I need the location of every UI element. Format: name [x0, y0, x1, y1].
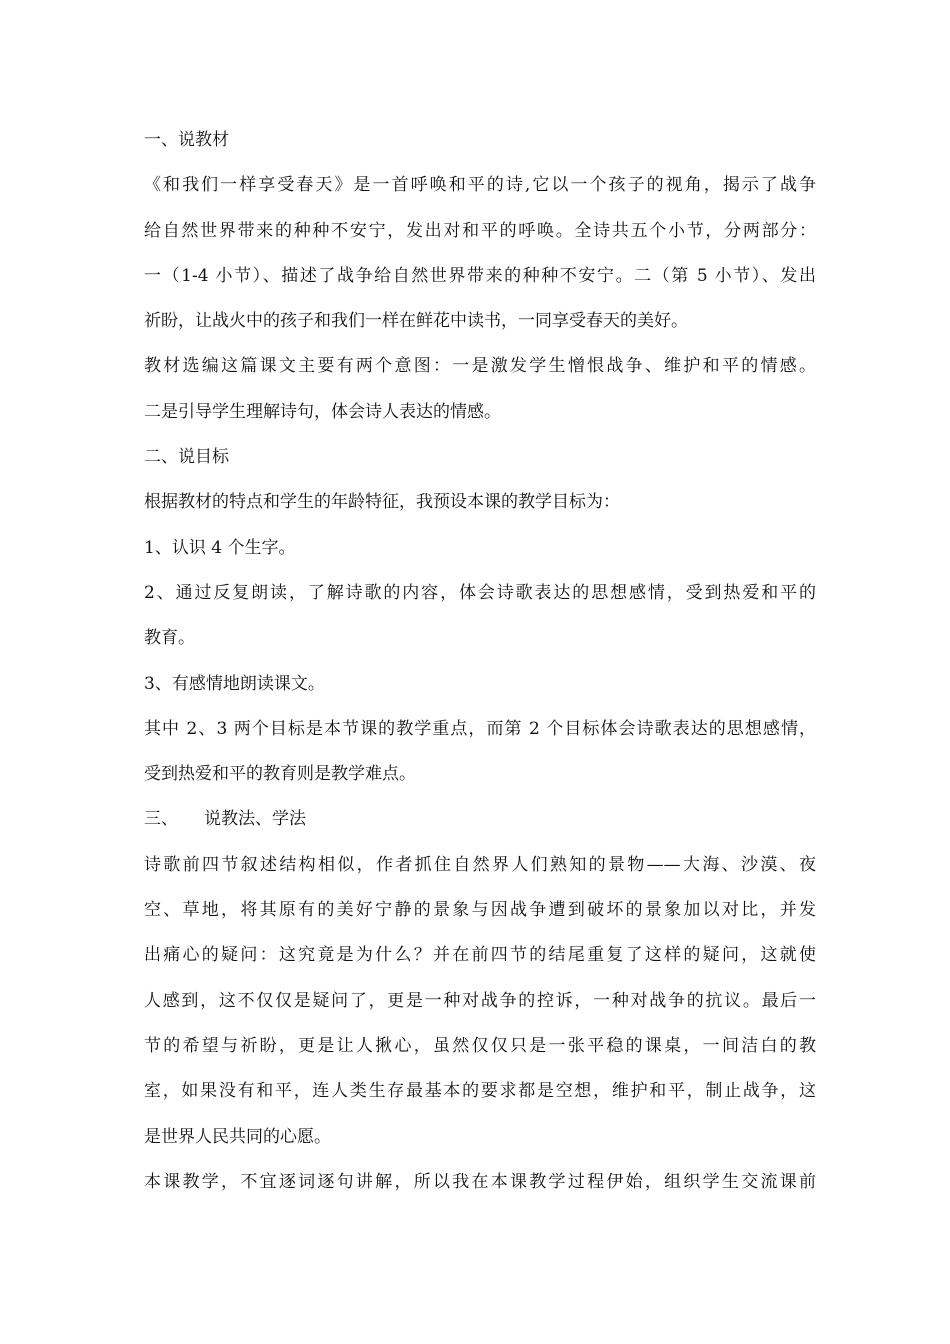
paragraph-line: 《和我们一样享受春天》是一首呼唤和平的诗,它以一个孩子的视角，揭示了战争	[144, 175, 816, 196]
paragraph-line: 空、草地，将其原有的美好宁静的景象与因战争遭到破坏的景象加以对比，并发	[144, 900, 816, 921]
paragraph-line: 出痛心的疑问：这究竟是为什么？并在前四节的结尾重复了这样的疑问，这就使	[144, 945, 816, 966]
paragraph-line: 二是引导学生理解诗句，体会诗人表达的情感。	[144, 401, 501, 422]
goal-item: 3、有感情地朗读课文。	[144, 673, 325, 694]
paragraph-line: 一（1-4 小节）、描述了战争给自然世界带来的种种不安宁。二（第 5 小节）、发出	[144, 265, 816, 286]
paragraph-line: 室，如果没有和平，连人类生存最基本的要求都是空想，维护和平，制止战争，这	[144, 1081, 816, 1102]
goal-item: 1、认识 4 个生字。	[144, 537, 296, 558]
paragraph-line: 人感到，这不仅仅是疑问了，更是一种对战争的控诉，一种对战争的抗议。最后一	[144, 990, 816, 1011]
section-heading-methods	[144, 797, 816, 842]
paragraph-line: 其中 2、3 两个目标是本节课的教学重点，而第 2 个目标体会诗歌表达的思想感情，	[144, 718, 816, 739]
paragraph-line: 本课教学，不宜逐词逐句讲解，所以我在本课教学过程伊始，组织学生交流课前	[144, 1171, 816, 1192]
section-heading-teaching-material: 一、说教材	[144, 130, 229, 150]
document-body	[144, 118, 816, 1205]
section-heading-text: 说教法、学法	[204, 809, 306, 830]
section-heading-goals: 二、说目标	[144, 447, 229, 468]
paragraph-line: 受到热爱和平的教育则是教学难点。	[144, 764, 416, 785]
paragraph-line: 诗歌前四节叙述结构相似，作者抓住自然界人们熟知的景物——大海、沙漠、夜	[144, 854, 816, 875]
paragraph-line: 祈盼，让战火中的孩子和我们一样在鲜花中读书，一同享受春天的美好。	[144, 311, 688, 332]
paragraph-line: 教材选编这篇课文主要有两个意图：一是激发学生憎恨战争、维护和平的情感。	[144, 356, 816, 377]
section-heading-number: 三、	[144, 809, 178, 830]
paragraph-line: 给自然世界带来的种种不安宁，发出对和平的呼唤。全诗共五个小节，分两部分：	[144, 220, 816, 241]
paragraph-line: 根据教材的特点和学生的年龄特征，我预设本课的教学目标为：	[144, 492, 620, 513]
goal-item: 2、通过反复朗读，了解诗歌的内容，体会诗歌表达的思想感情，受到热爱和平的	[144, 582, 816, 603]
paragraph-line: 是世界人民共同的心愿。	[144, 1126, 331, 1147]
paragraph-line: 节的希望与祈盼，更是让人揪心，虽然仅仅只是一张平稳的课桌，一间洁白的教	[144, 1035, 816, 1056]
goal-item-continued: 教育。	[144, 628, 195, 649]
